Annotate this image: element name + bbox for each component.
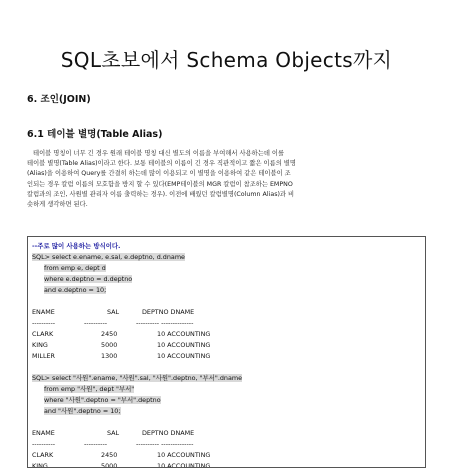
cell-ename: CLARK [32, 451, 54, 459]
paragraph-line: 칼럼과의 조인, 사원별 관리자 이름 출력하는 경우). 이전에 배웠던 칼럼별명(Column Alias)과 비 [27, 190, 295, 198]
separator-cell: ---------- -------------- [136, 319, 194, 327]
cell-sal: 5000 [101, 341, 118, 349]
cell-sal: 2450 [101, 330, 118, 338]
cell-ename: KING [32, 462, 48, 468]
cell-sal: 5000 [101, 462, 118, 468]
sql-text: from emp e, dept d [44, 264, 106, 272]
sql-text: where "사원".deptno = "부서".deptno [44, 396, 161, 404]
separator-cell: ---------- -------------- [136, 440, 194, 448]
cell-ename: CLARK [32, 330, 54, 338]
cell-ename: KING [32, 341, 48, 349]
sql-text: where e.deptno = d.deptno [44, 275, 133, 283]
separator-cell: ---------- [84, 440, 108, 448]
sql-line [32, 373, 242, 383]
col-deptno-dname-header: DEPTNO DNAME [142, 429, 195, 437]
result-separator [32, 439, 194, 449]
sql-text: SQL> select e.ename, e.sal, e.deptno, d.dname [32, 253, 185, 261]
paragraph-line: 테이블 별명(Table Alias)이라고 한다. 보통 테이블의 이름이 긴 경우 직관적이고 짧은 이름의 별명 [27, 160, 296, 168]
sql-line [32, 395, 161, 405]
document-title: SQL초보에서 Schema Objects까지 [60, 48, 393, 72]
col-ename-header: ENAME [32, 429, 55, 437]
cell-ename: MILLER [32, 352, 55, 360]
col-sal-header: SAL [107, 429, 120, 437]
col-sal-header: SAL [107, 308, 120, 316]
subsection-heading: 6.1 테이블 별명(Table Alias) [27, 129, 163, 140]
sql-text: SQL> select "사원".ename, "사원".sal, "사원".deptno, "부서".dname [32, 374, 243, 382]
table-row [32, 329, 211, 339]
col-deptno-dname-header: DEPTNO DNAME [142, 308, 195, 316]
paragraph-line: (Alias)을 이용하여 Query를 간결히 하는데 많이 이용되고 이 별명을 이용하여 같은 테이블이 조 [27, 170, 291, 178]
sql-text: from emp "사원", dept "부서" [44, 385, 135, 393]
paragraph-line: 인되는 경우 칼럼 이름의 모호함을 방지 할 수 있다(EMP테이블의 MGR 칼럼이 참조하는 EMPNO [27, 180, 293, 188]
sql-line [32, 263, 106, 273]
table-row [32, 351, 211, 361]
result-header [32, 307, 195, 317]
sql-text: and e.deptno = 10; [44, 286, 107, 294]
sql-text: and "사원".deptno = 10; [44, 407, 121, 415]
table-row [32, 450, 211, 460]
paragraph-line: 테이블 명칭이 너무 긴 경우 원래 테이블 명칭 대신 별도의 이름을 부여해서 사용하는데 이를 [33, 150, 285, 157]
cell-deptno-dname: 10 ACCOUNTING [157, 330, 211, 338]
paragraph-line: 슷하게 생각하면 된다. [27, 201, 88, 209]
sql-line [32, 274, 132, 284]
cell-deptno-dname: 10 ACCOUNTING [157, 352, 211, 360]
sql-line [32, 285, 106, 295]
table-row [32, 461, 211, 468]
separator-cell: ---------- [84, 319, 108, 327]
separator-cell: ---------- [32, 440, 56, 448]
cell-deptno-dname: 10 ACCOUNTING [157, 451, 211, 459]
sql-line [32, 252, 185, 262]
cell-sal: 1300 [101, 352, 118, 360]
sql-line [32, 384, 134, 394]
body-paragraph [27, 149, 426, 210]
cell-sal: 2450 [101, 451, 118, 459]
result-separator [32, 318, 194, 328]
separator-cell: ---------- [32, 319, 56, 327]
code-example-box [27, 236, 426, 468]
sql-line [32, 406, 121, 416]
code-comment: --주로 많이 사용하는 방식이다. [32, 242, 121, 250]
table-row [32, 340, 211, 350]
result-header [32, 428, 195, 438]
cell-deptno-dname: 10 ACCOUNTING [157, 462, 211, 468]
col-ename-header: ENAME [32, 308, 55, 316]
section-heading: 6. 조인(JOIN) [27, 94, 91, 105]
cell-deptno-dname: 10 ACCOUNTING [157, 341, 211, 349]
